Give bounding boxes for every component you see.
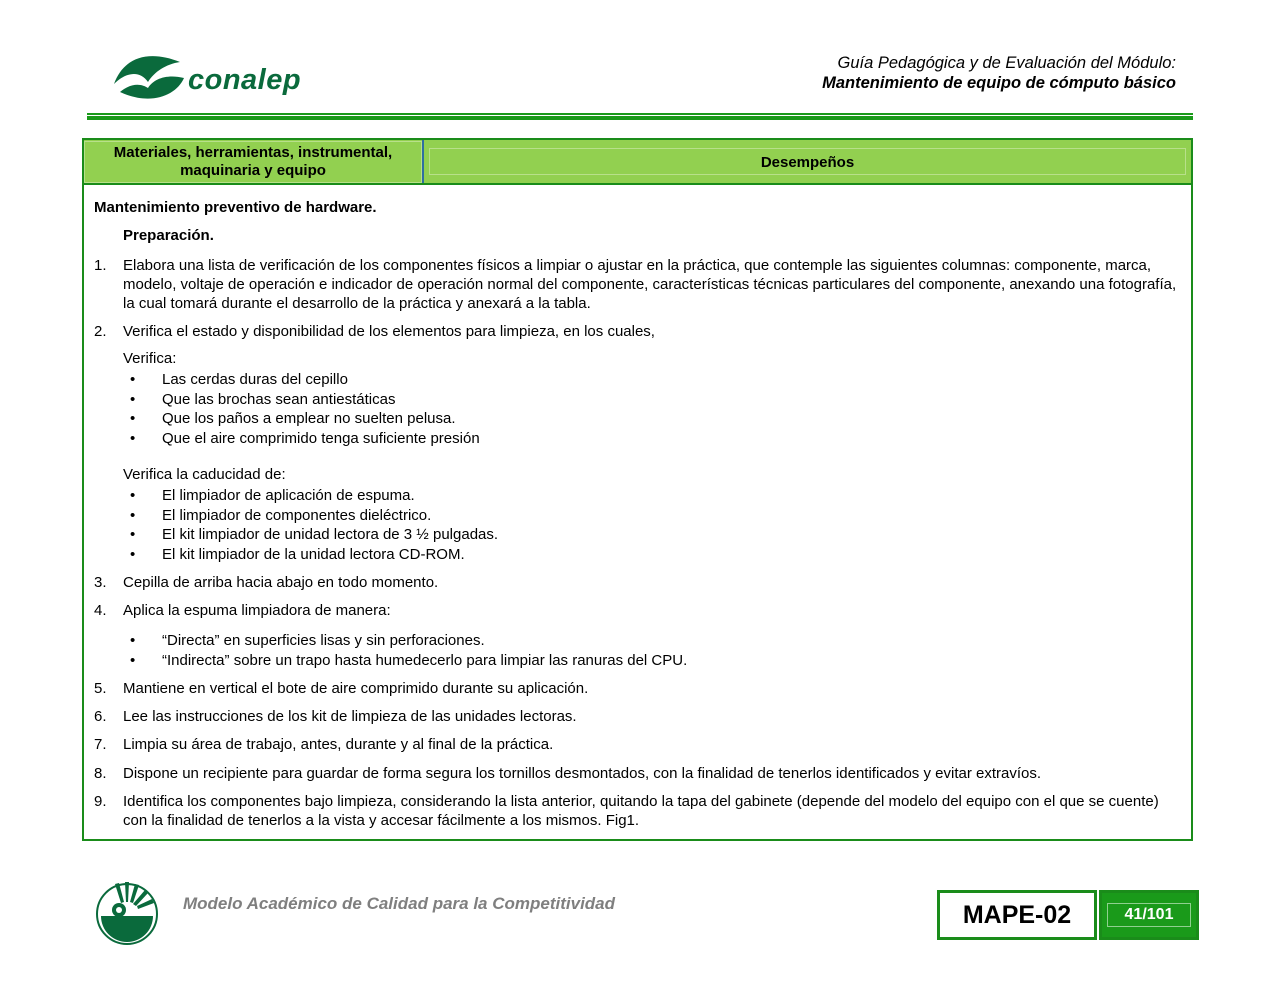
caducidad-label: Verifica la caducidad de:: [123, 466, 286, 483]
document-code: MAPE-02: [937, 890, 1097, 940]
table-header: [84, 140, 1191, 185]
page-number: 41/101: [1107, 903, 1191, 927]
header-rule-thick: [87, 116, 1193, 120]
academic-model-seal-icon: [95, 876, 165, 946]
performance-table: Materiales, herramientas, instrumental, maquinaria y equipo Desempeños Mantenimiento preventivo de hardware. Preparación. 1. Elabora una lista de verificación de los componentes físicos a limpiar o ajustar en la práctica, que contemple las siguientes columnas: componente, marca, modelo, voltaje de operación e indicador de operación normal del componente, características técnicas particulares del componente, anexando una fotografía, la cual tomará durante el desarrollo de la práctica y anexará a la tabla. 2. Verifica el estado y disponibilidad de los elementos para limpieza, en los cuales, Verifica: • Las cerdas duras del cepillo • Que las brochas sean antiestáticas • Que los paños a emplear no suelten pelusa. • Que el aire comprimido tenga suficiente presión Verifica la caducidad de: • El limpiador de aplicación de espuma. • El limpiador de componentes dieléctrico. • El kit limpiador de unidad lectora de 3 ½ pulgadas. • El kit limpiador de la unidad lectora CD-ROM. 3. Cepilla de arriba hacia abajo en todo momento. 4. Aplica la espuma limpiadora de manera: • “Directa” en superficies lisas y sin perforaciones. • “Indirecta” sobre un trapo hasta humedecerlo para limpiar las ranuras del CPU. 5. Mantiene en vertical el bote de aire comprimido durante su aplicación. 6. Lee las instrucciones de los kit de limpieza de las unidades lectoras. 7. Limpia su área de trabajo, antes, durante y al final de la práctica. 8. Dispone un recipiente para guardar de forma segura los tornillos desmontados, con la finalidad de tenerlos identificados y evitar extravíos. 9. Identifica los componentes bajo limpieza, considerando la lista anterior, quitando la tapa del gabinete (depende del modelo del equipo con el que se cuente) con la finalidad de tenerlos a la vista y accesar fácilmente a los mismos. Fig1.: [82, 138, 1193, 841]
subsection-title: Preparación.: [123, 227, 214, 244]
section-title: Mantenimiento preventivo de hardware.: [94, 199, 377, 216]
footer-tagline: Modelo Académico de Calidad para la Competitividad: [183, 894, 616, 913]
performance-column-header: Desempeños: [424, 140, 1191, 183]
header-rule: [87, 113, 1193, 115]
guide-title: Guía Pedagógica y de Evaluación del Módulo:: [837, 54, 1176, 72]
logo-wordmark: conalep: [188, 64, 302, 96]
verifica-label: Verifica:: [123, 350, 177, 367]
document-title: [822, 53, 1176, 93]
page-number-box: [1099, 890, 1199, 940]
module-title: Mantenimiento de equipo de cómputo básico: [822, 74, 1176, 92]
materials-column-header: Materiales, herramientas, instrumental, maquinaria y equipo: [84, 140, 424, 183]
